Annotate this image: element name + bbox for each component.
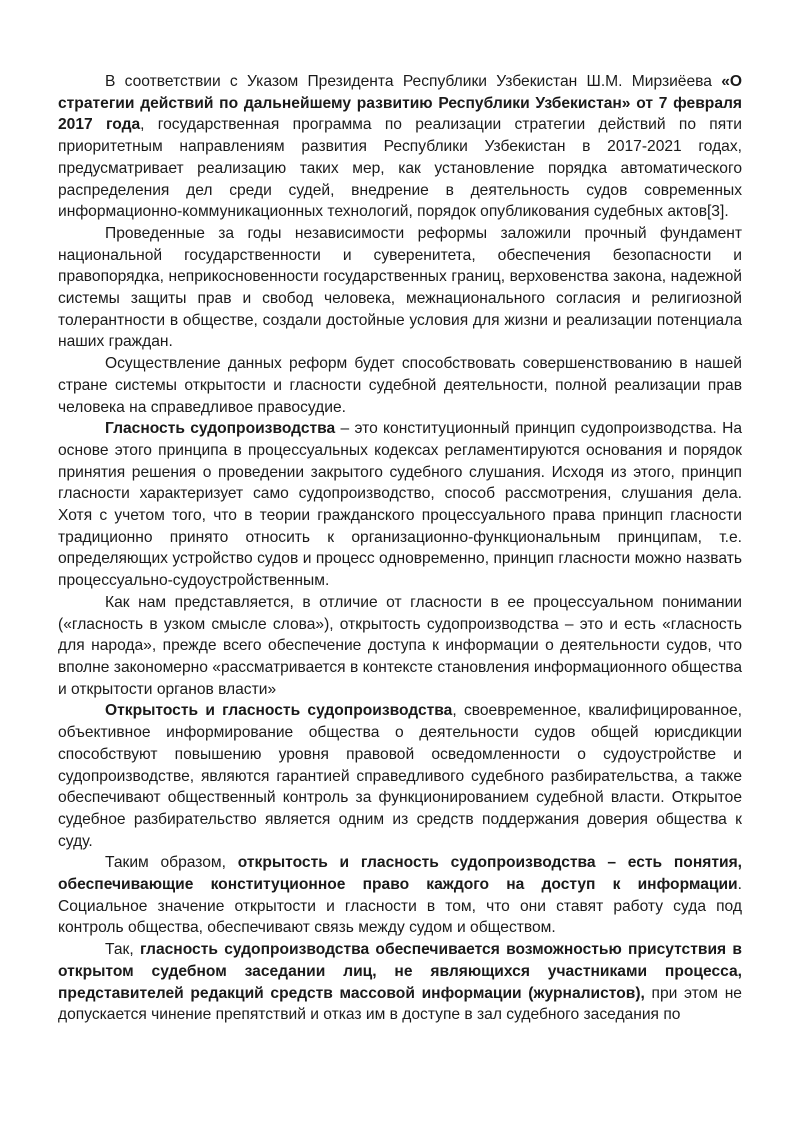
text-segment: Так, [105, 941, 140, 959]
text-segment: Осуществление данных реформ будет способствовать совершенствованию в нашей стране системы открытости и гласности судебной деятельности, полной реализации прав человека на справедливое правосудие. [58, 355, 742, 416]
bold-text-segment: открытость и гласность судопроизводства – есть понятия, обеспечивающие конституционное право каждого на доступ к информации [58, 854, 742, 894]
body-paragraph [58, 71, 742, 223]
bold-text-segment: Гласность судопроизводства [105, 420, 336, 438]
text-segment: , государственная программа по реализации стратегии действий по пяти приоритетным направлениям развития Республики Узбекистан в 2017-2021 годах, предусматривает реализацию таких мер, как установление порядка автоматического распределения дел среди судей, внедрение в деятельность судов современных информационно-коммуникационных технологий, порядок опубликования судебных актов[3]. [58, 116, 743, 221]
body-paragraph [58, 852, 742, 939]
text-segment: , своевременное, квалифицированное, объективное информирование общества о деятельности судов общей юрисдикции способствуют повышению уровня правовой осведомленности о судоустройстве и судопроизводстве, являются гарантией справедливого судебного разбирательства, а также обеспечивают общественный контроль за функционированием судебной власти. Открытое судебное разбирательство является одним из средств поддержания доверия общества к суду. [58, 702, 743, 850]
bold-text-segment: гласность судопроизводства обеспечивается возможностью присутствия в открытом судебном заседании лиц, не являющихся участниками процесса, представителей редакций средств массовой информации (журналистов), [58, 941, 743, 1002]
text-segment: при этом не допускается чинение препятствий и отказ им в доступе в зал судебного заседания по [58, 984, 742, 1024]
text-segment: Как нам представляется, в отличие от гласности в ее процессуальном понимании («гласность в узком смысле слова»), открытость судопроизводства – это и есть «гласность для народа», прежде всего обеспечение доступа к информации о деятельности судов, что вполне закономерно «рассматривается в контексте становления информационного общества и открытости органов власти» [58, 593, 742, 698]
text-segment: . Социальное значение открытости и гласности в том, что они ставят работу суда под контроль общества, обеспечивают связь между судом и обществом. [58, 876, 742, 937]
text-segment: – это конституционный принцип судопроизводства. На основе этого принципа в процессуальных кодексах регламентируются основания и порядок принятия решения о проведении закрытого судебного слушания. Исходя из этого, принцип гласности характеризует само судопроизводство, способ рассмотрения, слушания дела. Хотя с учетом того, что в теории гражданского процессуального права принцип гласности традиционно принято относить к организационно-функциональным принципам, т.е. определяющих устройство судов и процесс одновременно, принцип гласности можно назвать процессуально-судоустройственным. [58, 420, 742, 590]
body-paragraph [58, 700, 742, 852]
body-paragraph [58, 418, 742, 592]
text-segment: Проведенные за годы независимости реформы заложили прочный фундамент национальной государственности и суверенитета, обеспечения безопасности и правопорядка, неприкосновенности государственных границ, верховенства закона, надежной системы защиты прав и свобод человека, межнационального согласия и религиозной толерантности в обществе, создали достойные условия для жизни и реализации потенциала наших граждан. [58, 224, 742, 351]
body-paragraph [58, 223, 742, 353]
bold-text-segment: «О стратегии действий по дальнейшему развитию Республики Узбекистан» от 7 февраля 2017 года [58, 73, 742, 134]
text-segment: В соответствии с Указом Президента Республики Узбекистан Ш.М. Мирзиёева [105, 73, 722, 90]
body-paragraph [58, 592, 742, 701]
body-paragraph [58, 939, 742, 1026]
body-paragraph [58, 353, 742, 418]
text-segment: Таким образом, [105, 854, 238, 872]
bold-text-segment: Открытость и гласность судопроизводства [105, 702, 453, 720]
